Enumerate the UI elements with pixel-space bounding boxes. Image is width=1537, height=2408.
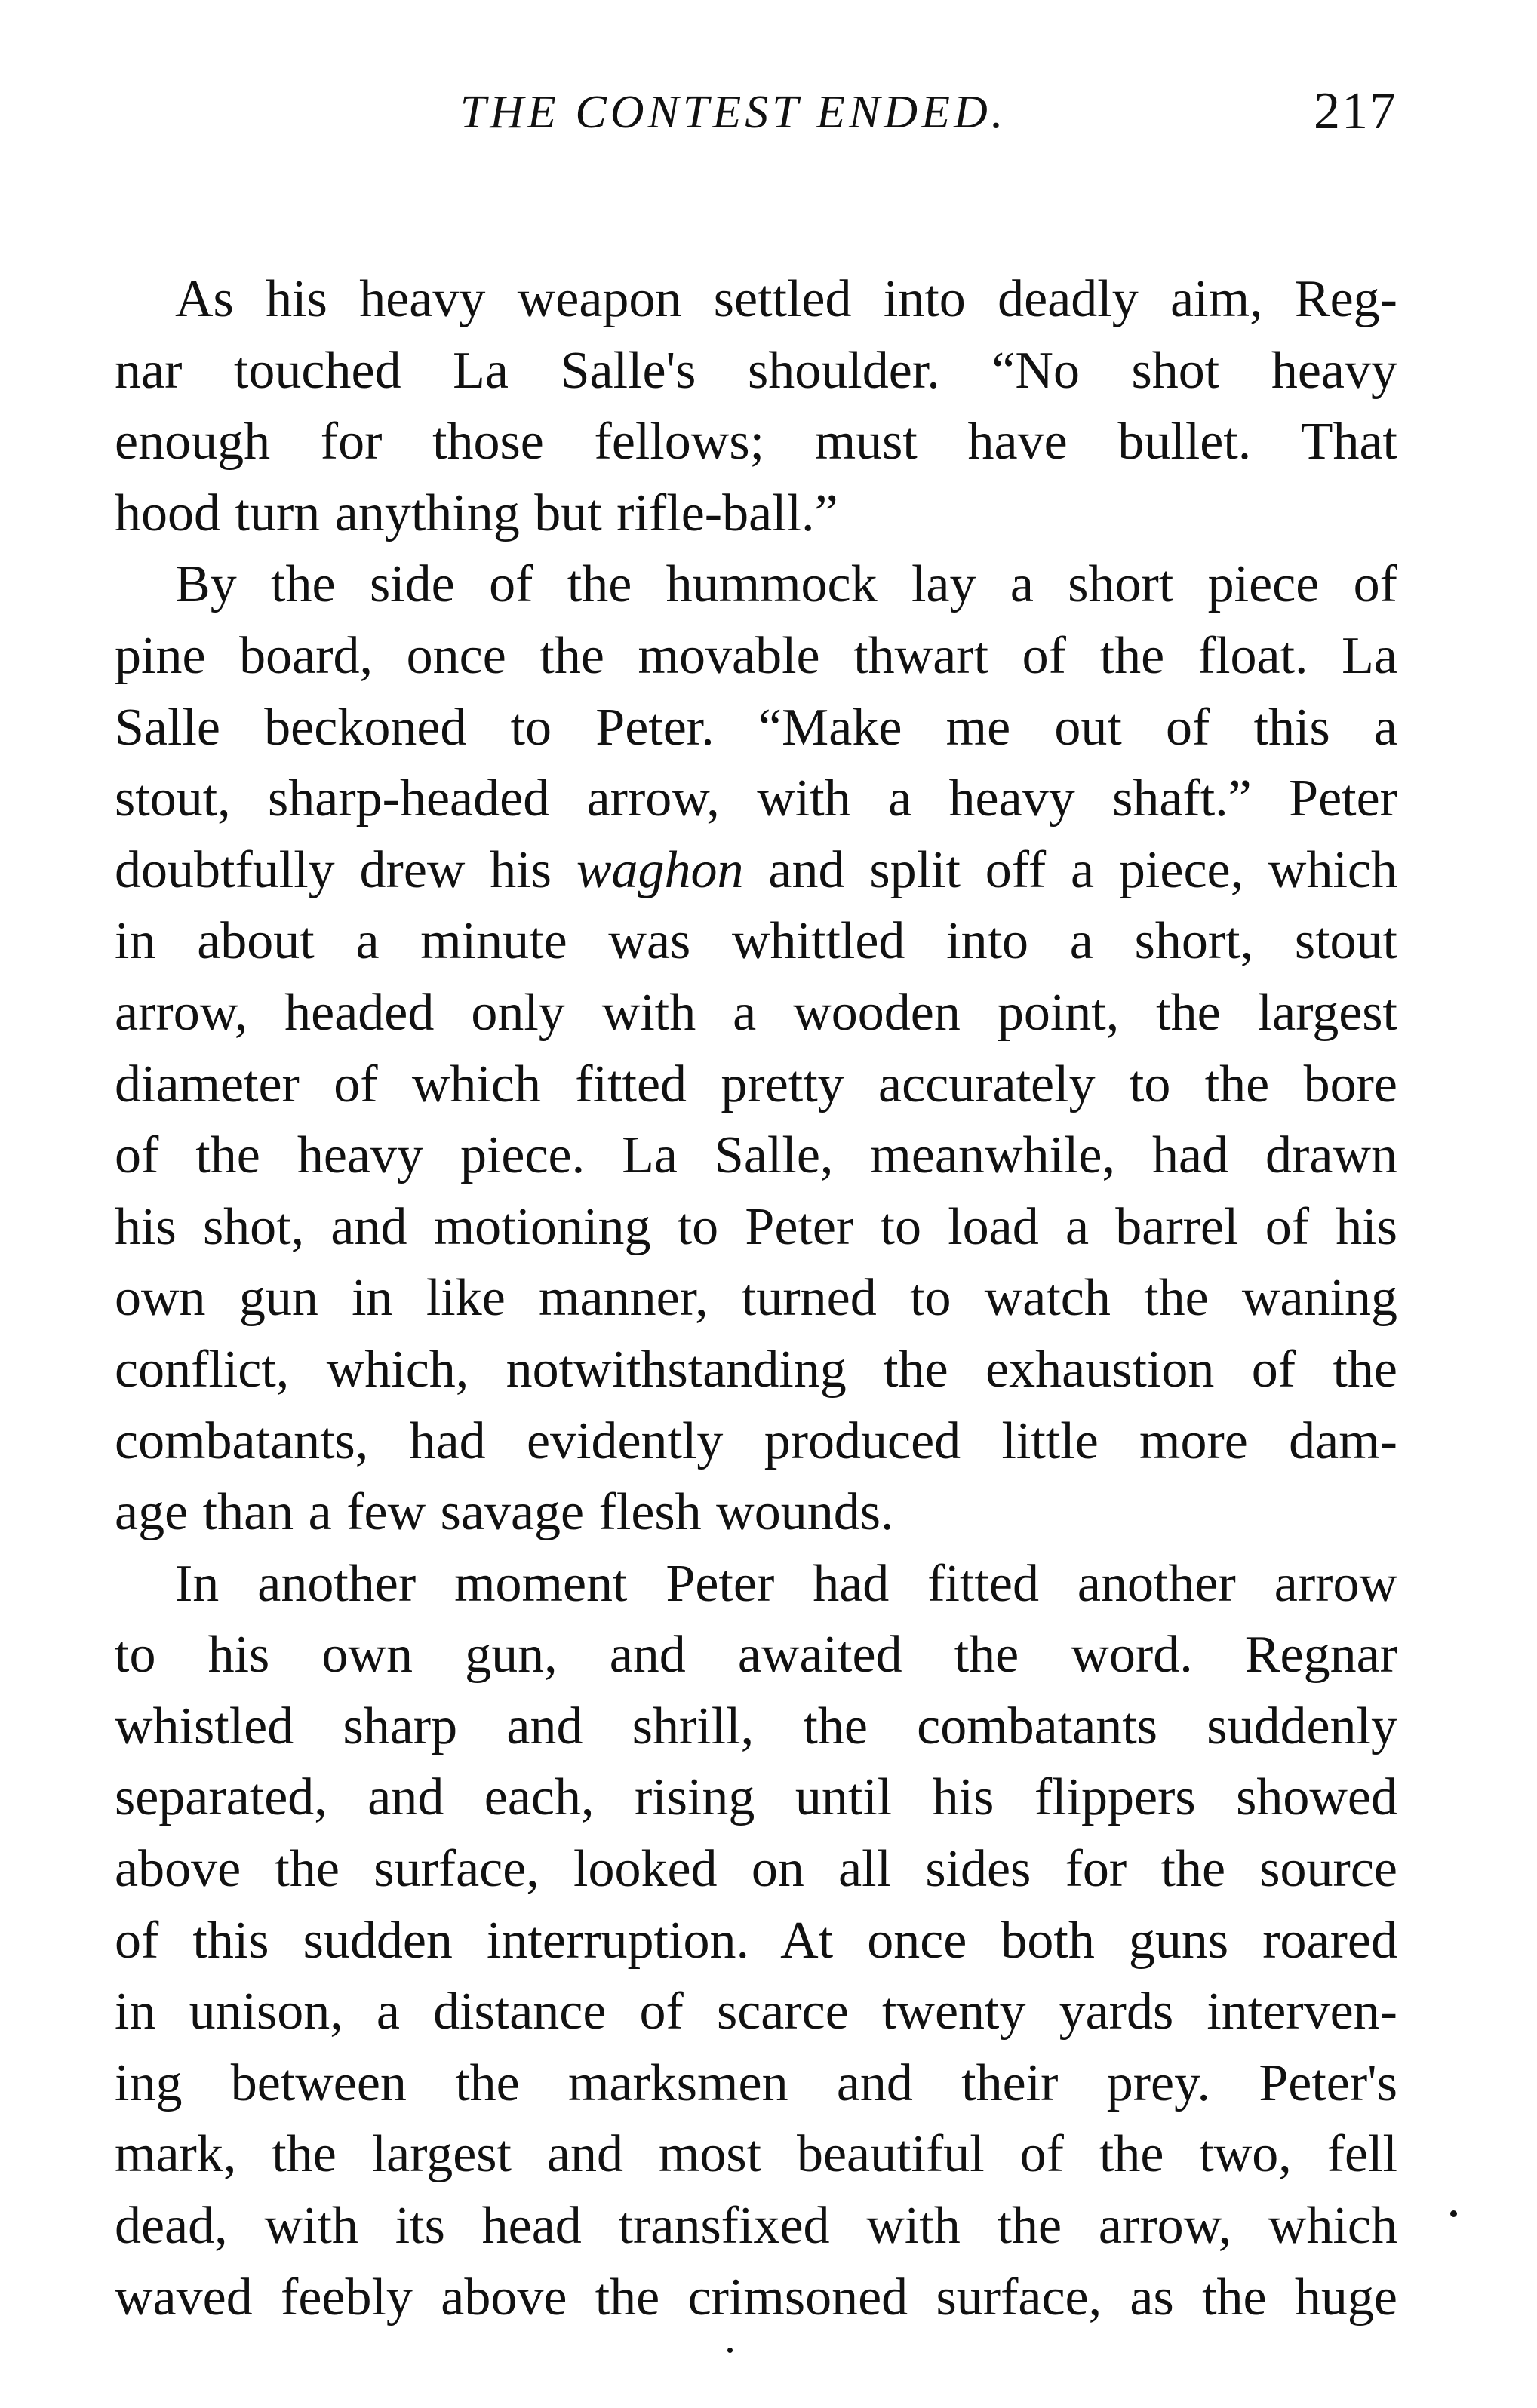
text-line: of the heavy piece. La Salle, meanwhile, had drawn (115, 1126, 1397, 1185)
text-line: ing between the marksmen and their prey. Peter's (115, 2053, 1397, 2112)
text-line: By the side of the hummock lay a short piece of (175, 555, 1397, 614)
book-page (115, 75, 1397, 2384)
text-line: diameter of which fitted pretty accurately to the bore (115, 1055, 1397, 1113)
text-line: own gun in like manner, turned to watch the waning (115, 1269, 1397, 1328)
paragraph-3 (115, 1549, 1397, 2334)
text-line: his shot, and motioning to Peter to load a barrel of his (115, 1197, 1397, 1256)
text-line: hood turn anything but rifle-ball.” (115, 484, 838, 542)
paragraph-1 (115, 264, 1397, 549)
chapter-title: THE CONTEST ENDED. (460, 87, 1007, 138)
text-line-with-italic: doubtfully drew his waghon and split off a piece, which (115, 840, 1397, 899)
text-line: arrow, headed only with a wooden point, the largest (115, 983, 1397, 1042)
text-line: As his heavy weapon settled into deadly aim, Reg- (175, 270, 1397, 328)
text-line: stout, sharp-headed arrow, with a heavy shaft.” Peter (115, 769, 1397, 828)
text-line: in unison, a distance of scarce twenty yards interven- (115, 1983, 1397, 2041)
text-line: above the surface, looked on all sides for the source (115, 1840, 1397, 1899)
text-line: of this sudden interruption. At once both guns roared (115, 1911, 1397, 1970)
text-line: mark, the largest and most beautiful of the two, fell (115, 2125, 1397, 2184)
text-line: In another moment Peter had fitted another arrow (175, 1554, 1397, 1613)
running-head (115, 75, 1397, 158)
body-text (115, 264, 1397, 2333)
text-line: waved feebly above the crimsoned surface, as the huge (115, 2268, 1397, 2327)
text-line: conflict, which, notwithstanding the exhaustion of the (115, 1340, 1397, 1399)
text-line: enough for those fellows; must have bullet. That (115, 413, 1397, 471)
text-line: age than a few savage flesh wounds. (115, 1483, 894, 1542)
text-line: dead, with its head transfixed with the arrow, which (115, 2197, 1397, 2256)
page-number: 217 (1314, 82, 1397, 140)
text-line: combatants, had evidently produced little more dam- (115, 1411, 1397, 1470)
text-line: separated, and each, rising until his flippers showed (115, 1768, 1397, 1827)
text-line: whistled sharp and shrill, the combatants suddenly (115, 1697, 1397, 1755)
paragraph-2 (115, 549, 1397, 1548)
text-line: nar touched La Salle's shoulder. “No shot heavy (115, 341, 1397, 400)
text-line: to his own gun, and awaited the word. Regnar (115, 1626, 1397, 1685)
text-line: pine board, once the movable thwart of the float. La (115, 626, 1397, 685)
ink-speck (727, 2348, 733, 2353)
italic-word: waghon (576, 840, 744, 899)
text-line: in about a minute was whittled into a short, stout (115, 912, 1397, 971)
ink-speck (1450, 2210, 1457, 2217)
text-line: Salle beckoned to Peter. “Make me out of this a (115, 698, 1397, 757)
